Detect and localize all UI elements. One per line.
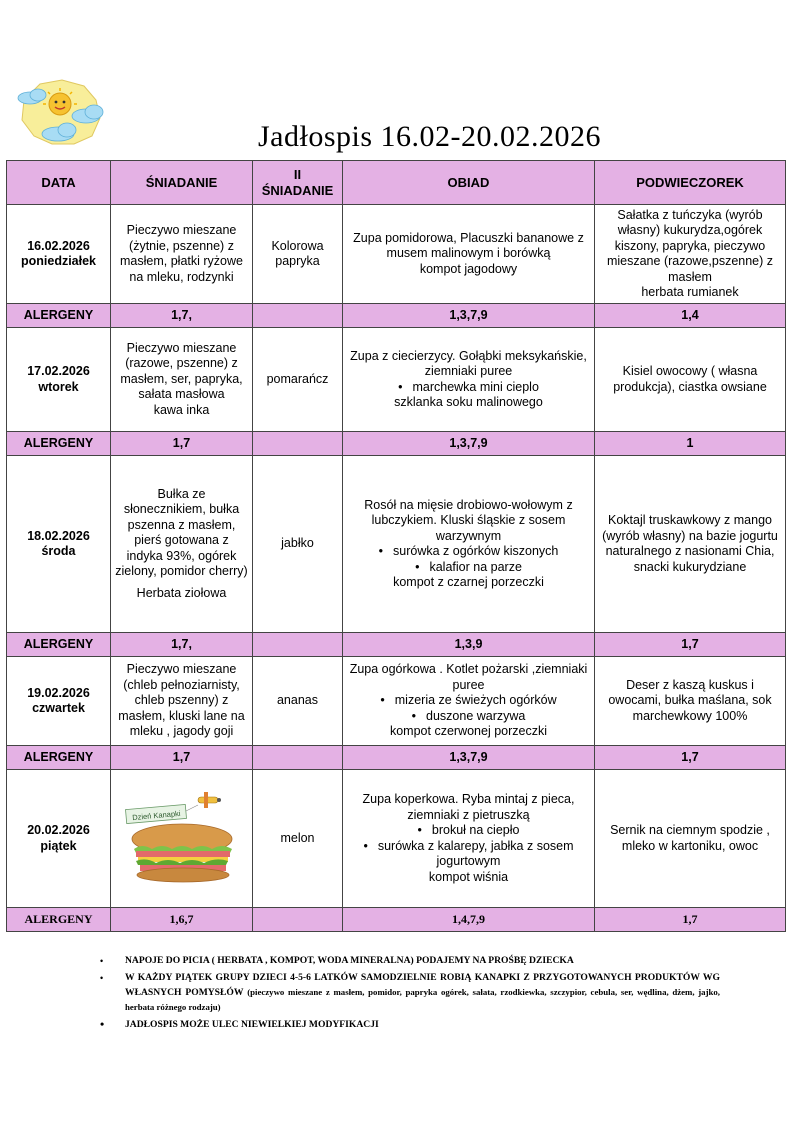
allergen-breakfast: 1,7 — [111, 432, 253, 456]
allergen-dinner: 1,4,7,9 — [343, 908, 595, 932]
header-date: DATA — [7, 161, 111, 205]
breakfast-cell: Pieczywo mieszane (chleb pełnoziarnisty, chleb pszenny) z masłem, kluski lane na mleku , jagody goji — [111, 657, 253, 746]
second-breakfast-cell: Kolorowa papryka — [253, 205, 343, 304]
snack-cell: Koktajl truskawkowy z mango (wyrób własny) na bazie jogurtu naturalnego z nasionami Chia, snacki kukurydziane — [595, 456, 786, 633]
footnote: • NAPOJE DO PICIA ( HERBATA , KOMPOT, WODA MINERALNA) PODAJEMY NA PROŚBĘ DZIECKA — [100, 954, 720, 968]
dinner-bullet: • brokuł na ciepło — [347, 823, 590, 839]
header-dinner: OBIAD — [343, 161, 595, 205]
allergen-second — [253, 304, 343, 328]
dinner-bullet: • surówka z ogórków kiszonych — [347, 544, 590, 560]
dinner-line: Zupa ogórkowa . Kotlet pożarski ,ziemniaki puree — [349, 662, 588, 692]
footnote: • JADŁOSPIS MOŻE ULEC NIEWIELKIEJ MODYFIKACJI — [100, 1018, 720, 1032]
allergen-label: ALERGENY — [7, 432, 111, 456]
allergen-dinner: 1,3,7,9 — [343, 304, 595, 328]
dinner-line: Zupa z ciecierzycy. Gołąbki meksykańskie, ziemniaki puree — [350, 348, 587, 378]
allergen-dinner: 1,3,7,9 — [343, 746, 595, 770]
dinner-line: Zupa koperkowa. Ryba mintaj z pieca, ziemniaki z pietruszką — [362, 792, 575, 822]
allergen-snack: 1,7 — [595, 633, 786, 657]
day-date: 16.02.2026 — [27, 238, 90, 253]
breakfast-cell: Pieczywo mieszane (żytnie, pszenne) z masłem, płatki ryżowe na mleku, rodzynki — [111, 205, 253, 304]
day-weekday: wtorek — [38, 379, 79, 394]
dinner-line: kompot jagodowy — [419, 261, 518, 276]
header-breakfast: ŚNIADANIE — [111, 161, 253, 205]
day-row — [7, 328, 786, 432]
plane-icon — [198, 792, 221, 808]
allergen-label: ALERGENY — [7, 908, 111, 932]
dinner-cell — [343, 456, 595, 633]
snack-cell: Kisiel owocowy ( własna produkcja), ciastka owsiane — [595, 328, 786, 432]
allergen-breakfast: 1,7 — [111, 746, 253, 770]
breakfast-cell — [111, 770, 253, 908]
day-date-cell — [7, 205, 111, 304]
allergen-dinner: 1,3,9 — [343, 633, 595, 657]
dinner-line: kompot czerwonej porzeczki — [389, 724, 547, 739]
footnote-sub: (pieczywo mieszane z masłem, pomidor, papryka ogórek, sałata, rzodkiewka, szczypior, cebula, ser, wędlina, dżem, jajko, herbata różnego rodzaju) — [125, 987, 721, 1012]
snack-cell: Deser z kaszą kuskus i owocami, bułka maślana, sok marchewkowy 100% — [595, 657, 786, 746]
second-breakfast-cell: pomarańcz — [253, 328, 343, 432]
dinner-bullet: • kalafior na parze — [347, 560, 590, 576]
allergen-second — [253, 908, 343, 932]
allergen-row — [7, 908, 786, 932]
second-breakfast-cell: melon — [253, 770, 343, 908]
day-weekday: środa — [41, 544, 76, 558]
allergen-row — [7, 432, 786, 456]
allergen-row — [7, 633, 786, 657]
dinner-cell — [343, 770, 595, 908]
allergen-snack: 1,4 — [595, 304, 786, 328]
menu-table — [6, 160, 786, 932]
footnote — [100, 971, 720, 1015]
allergen-second — [253, 633, 343, 657]
dinner-bullet: • marchewka mini cieplo — [347, 380, 590, 396]
day-date-cell — [7, 456, 111, 633]
day-date: 17.02.2026 — [27, 364, 90, 378]
header-second-breakfast: II ŚNIADANIE — [253, 161, 343, 205]
day-row — [7, 657, 786, 746]
day-weekday: piątek — [40, 838, 77, 853]
day-weekday: poniedziałek — [20, 254, 97, 268]
dinner-line: Zupa pomidorowa, Placuszki bananowe z musem malinowym i borówką — [353, 230, 584, 261]
allergen-breakfast: 1,7, — [111, 304, 253, 328]
header-row — [7, 161, 786, 205]
sandwich-day-picture — [122, 789, 242, 889]
breakfast-line: kawa inka — [153, 402, 210, 417]
day-date: 19.02.2026 — [27, 685, 90, 700]
footnotes — [100, 954, 720, 1035]
dinner-bullet: • mizeria ze świeżych ogórków — [347, 693, 590, 709]
snack-line: Sałatka z tuńczyka (wyrób własny) kukurydza,ogórek kiszony, papryka, pieczywo mieszane (razowe,pszenne) z masłem — [606, 207, 774, 284]
allergen-snack: 1 — [595, 432, 786, 456]
breakfast-cell — [111, 328, 253, 432]
breakfast-cell — [111, 456, 253, 633]
dinner-bullet: • surówka z kalarepy, jabłka z sosem jogurtowym — [347, 839, 590, 870]
breakfast-drink: Herbata ziołowa — [136, 585, 227, 600]
second-breakfast-cell: ananas — [253, 657, 343, 746]
allergen-breakfast: 1,7, — [111, 633, 253, 657]
allergen-breakfast: 1,6,7 — [111, 908, 253, 932]
day-row — [7, 770, 786, 908]
allergen-second — [253, 432, 343, 456]
breakfast-line: Pieczywo mieszane (razowe, pszenne) z masłem, ser, papryka, sałata masłowa — [120, 340, 243, 402]
sun-clouds-logo — [12, 78, 112, 150]
day-weekday: czwartek — [32, 701, 85, 715]
allergen-label: ALERGENY — [7, 304, 111, 328]
day-date: 18.02.2026 — [27, 528, 90, 543]
dinner-cell — [343, 328, 595, 432]
day-date-cell — [7, 328, 111, 432]
allergen-label: ALERGENY — [7, 746, 111, 770]
snack-cell — [595, 205, 786, 304]
day-date-cell — [7, 657, 111, 746]
snack-cell: Sernik na ciemnym spodzie , mleko w kartoniku, owoc — [595, 770, 786, 908]
snack-line: herbata rumianek — [641, 285, 739, 299]
day-row — [7, 205, 786, 304]
sandwich-banner-text: Dzień Kanapki — [131, 808, 181, 822]
dinner-line: kompot z czarnej porzeczki — [393, 575, 544, 589]
dinner-cell — [343, 205, 595, 304]
dinner-line: kompot wiśnia — [428, 869, 509, 884]
allergen-label: ALERGENY — [7, 633, 111, 657]
allergen-second — [253, 746, 343, 770]
dinner-cell — [343, 657, 595, 746]
dinner-line: szklanka soku malinowego — [394, 395, 543, 409]
breakfast-line: Bułka ze słonecznikiem, bułka pszenna z masłem, pierś gotowana z indyka 93%, ogórek zielony, pomidor cherry) — [115, 486, 248, 579]
allergen-row — [7, 746, 786, 770]
day-row — [7, 456, 786, 633]
second-breakfast-cell: jabłko — [253, 456, 343, 633]
day-date-cell — [7, 770, 111, 908]
header-snack: PODWIECZOREK — [595, 161, 786, 205]
footnote-text: W KAŻDY PIĄTEK GRUPY DZIECI 4-5-6 LATKÓW SAMODZIELNIE ROBIĄ KANAPKI Z PRZYGOTOWANYCH PRODUKTÓW WG WŁASNYCH POMYSŁÓW — [125, 972, 720, 998]
dinner-line: Rosół na mięsie drobiowo-wołowym z lubczykiem. Kluski śląskie z sosem warzywnym — [364, 497, 573, 543]
allergen-row — [7, 304, 786, 328]
page-title: Jadłospis 16.02-20.02.2026 — [258, 120, 601, 153]
allergen-snack: 1,7 — [595, 746, 786, 770]
allergen-dinner: 1,3,7,9 — [343, 432, 595, 456]
dinner-bullet: • duszone warzywa — [347, 709, 590, 725]
allergen-snack: 1,7 — [595, 908, 786, 932]
day-date: 20.02.2026 — [27, 823, 90, 837]
